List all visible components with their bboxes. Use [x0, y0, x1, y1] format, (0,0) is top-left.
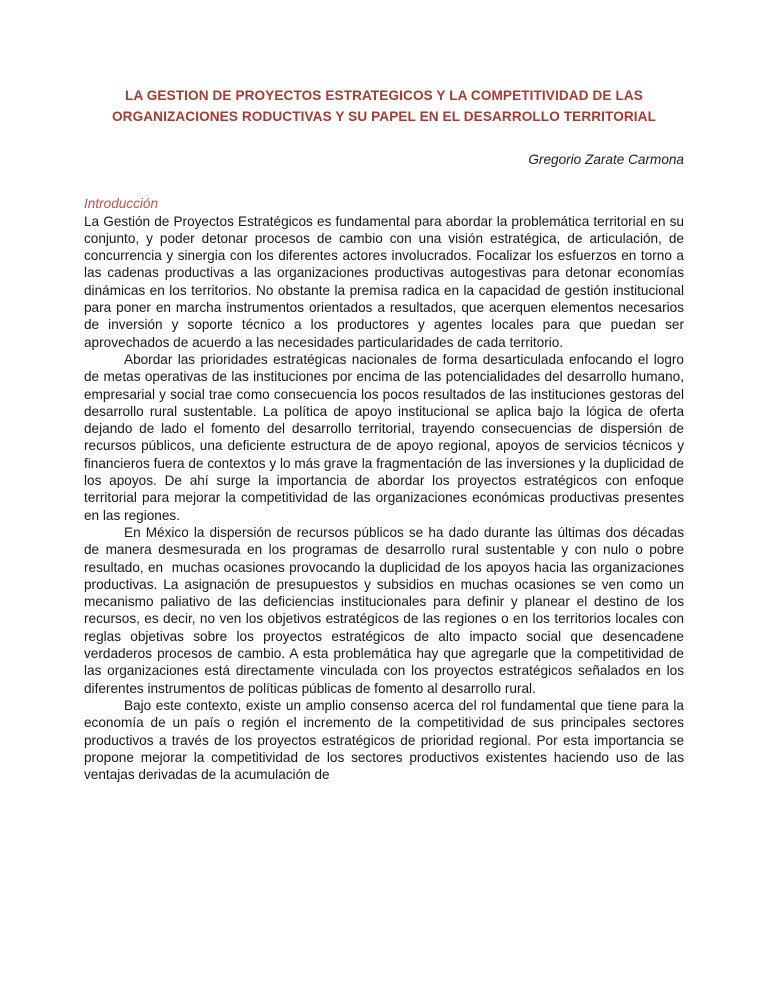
body-paragraph-2: Abordar las prioridades estratégicas nacionales de forma desarticulada enfocando el logro de metas operativas de las instituciones por encima de las potencialidades del desarrollo humano, empresarial y social trae como consecuencia los pocos resultados de las instituciones gestoras del desarrollo rural sustentable. La política de apoyo institucional se aplica bajo la lógica de oferta dejando de lado el fomento del desarrollo territorial, trayendo consecuencias de dispersión de recursos públicos, una deficiente estructura de de apoyo regional, apoyos de servicios técnicos y financieros fuera de contextos y lo más grave la fragmentación de las inversiones y la duplicidad de los apoyos. De ahí surge la importancia de abordar los proyectos estratégicos con enfoque territorial para mejorar la competitividad de las organizaciones económicas productivas presentes en las regiones.: [84, 351, 688, 523]
document-content: [84, 86, 688, 783]
body-paragraph-1: La Gestión de Proyectos Estratégicos es fundamental para abordar la problemática territorial en su conjunto, y poder detonar procesos de cambio con una visión estratégica, de articulación, de concurrencia y sinergia con los diferentes actores involucrados. Focalizar los esfuerzos en torno a las cadenas productivas a las organizaciones productivas autogestivas para detonar economías dinámicas en los territorios. No obstante la premisa radica en la capacidad de gestión institucional para poner en marcha instrumentos orientados a resultados, que acerquen elementos necesarios de inversión y soporte técnico a los productores y agentes locales para que puedan ser aprovechados de acuerdo a las necesidades particularidades de cada territorio.: [84, 213, 688, 350]
body-paragraph-3: En México la dispersión de recursos públicos se ha dado durante las últimas dos décadas de manera desmesurada en los programas de desarrollo rural sustentable y con nulo o pobre resultado, en muchas ocasiones provocando la duplicidad de los apoyos hacia las organizaciones productivas. La asignación de presupuestos y subsidios en muchas ocasiones se ven como un mecanismo paliativo de las deficiencias institucionales para definir y planear el destino de los recursos, es decir, no ven los objetivos estratégicos de las regiones o en los territorios locales con reglas objetivas sobre los proyectos estratégicos de alto impacto social que desencadene verdaderos procesos de cambio. A esta problemática hay que agregarle que la competitividad de las organizaciones está directamente vinculada con los proyectos estratégicos señalados en los diferentes instrumentos de políticas públicas de fomento al desarrollo rural.: [84, 524, 688, 696]
author-byline: Gregorio Zarate Carmona: [528, 152, 684, 167]
page-title: LA GESTION DE PROYECTOS ESTRATEGICOS Y LA COMPETITIVIDAD DE LAS ORGANIZACIONES RODUCTIVAS Y SU PAPEL EN EL DESARROLLO TERRITORIAL: [111, 88, 656, 124]
section-heading-introduccion: Introducción: [84, 196, 159, 212]
body-paragraph-4: Bajo este contexto, existe un amplio consenso acerca del rol fundamental que tiene para la economía de un país o región el incremento de la competitividad de sus principales sectores productivos a través de los proyectos estratégicos de prioridad regional. Por esta importancia se propone mejorar la competitividad de los sectores productivos existentes haciendo uso de las ventajas derivadas de la acumulación de: [84, 697, 688, 783]
